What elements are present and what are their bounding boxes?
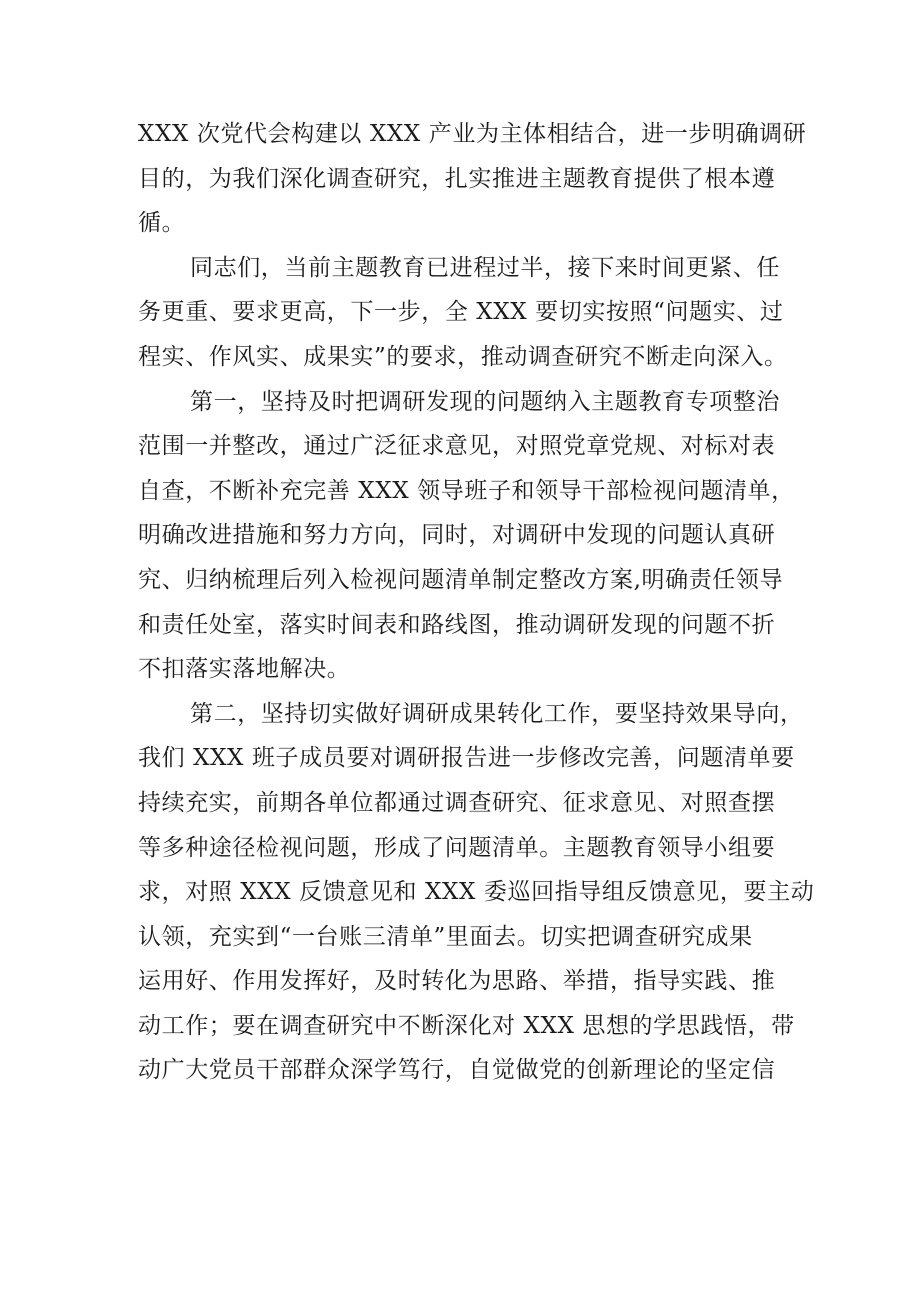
text-line: 不扣落实落地解决。 — [138, 656, 351, 683]
text-line: 动工作；要在调查研究中不断深化对 XXX 思想的学思践悟，带 — [138, 1012, 795, 1039]
document-body — [138, 112, 815, 1093]
text-line: 认领，充实到“一台账三清单”里面去。切实把调查研究成果 — [138, 923, 753, 950]
text-line: 等多种途径检视问题，形成了问题清单。主题教育领导小组要 — [138, 834, 776, 861]
paragraph-1 — [138, 112, 807, 246]
text-line: 运用好、作用发挥好，及时转化为思路、举措，指导实践、推 — [138, 968, 776, 995]
text-line: 我们 XXX 班子成员要对调研报告进一步修改完善，问题清单要 — [138, 745, 795, 772]
text-line: 和责任处室，落实时间表和路线图，推动调研发现的问题不折 — [138, 611, 776, 638]
text-line: 同志们，当前主题教育已进程过半，接下来时间更紧、任 — [190, 254, 780, 281]
paragraph-3 — [138, 380, 798, 692]
text-line: 求，对照 XXX 反馈意见和 XXX 委巡回指导组反馈意见，要主动 — [138, 879, 815, 906]
text-line: 循。 — [138, 210, 186, 237]
text-line: 目的，为我们深化调查研究，扎实推进主题教育提供了根本遵 — [138, 165, 776, 192]
paragraph-4 — [138, 692, 815, 1093]
text-line: 动广大党员干部群众深学笃行，自觉做党的创新理论的坚定信 — [138, 1057, 776, 1084]
text-line: 持续充实，前期各单位都通过调查研究、征求意见、对照查摆 — [138, 789, 776, 816]
text-line: 务更重、要求更高，下一步，全 XXX 要切实按照“问题实、过 — [138, 299, 784, 326]
text-line: XXX 次党代会构建以 XXX 产业为主体相结合，进一步明确调研 — [138, 121, 807, 147]
text-line: 第二，坚持切实做好调研成果转化工作，要坚持效果导向， — [190, 700, 804, 727]
text-line: 明确改进措施和努力方向，同时，对调研中发现的问题认真研 — [138, 522, 776, 549]
text-line: 究、归纳梳理后列入检视问题清单制定整改方案,明确责任领导 — [138, 566, 784, 593]
paragraph-2 — [138, 246, 798, 380]
text-line: 范围一并整改，通过广泛征求意见，对照党章党规、对标对表 — [138, 433, 776, 460]
text-line: 第一，坚持及时把调研发现的问题纳入主题教育专项整治 — [190, 388, 780, 415]
text-line: 程实、作风实、成果实”的要求，推动调查研究不断走向深入。 — [138, 343, 788, 370]
text-line: 自查，不断补充完善 XXX 领导班子和领导干部检视问题清单， — [138, 477, 795, 504]
